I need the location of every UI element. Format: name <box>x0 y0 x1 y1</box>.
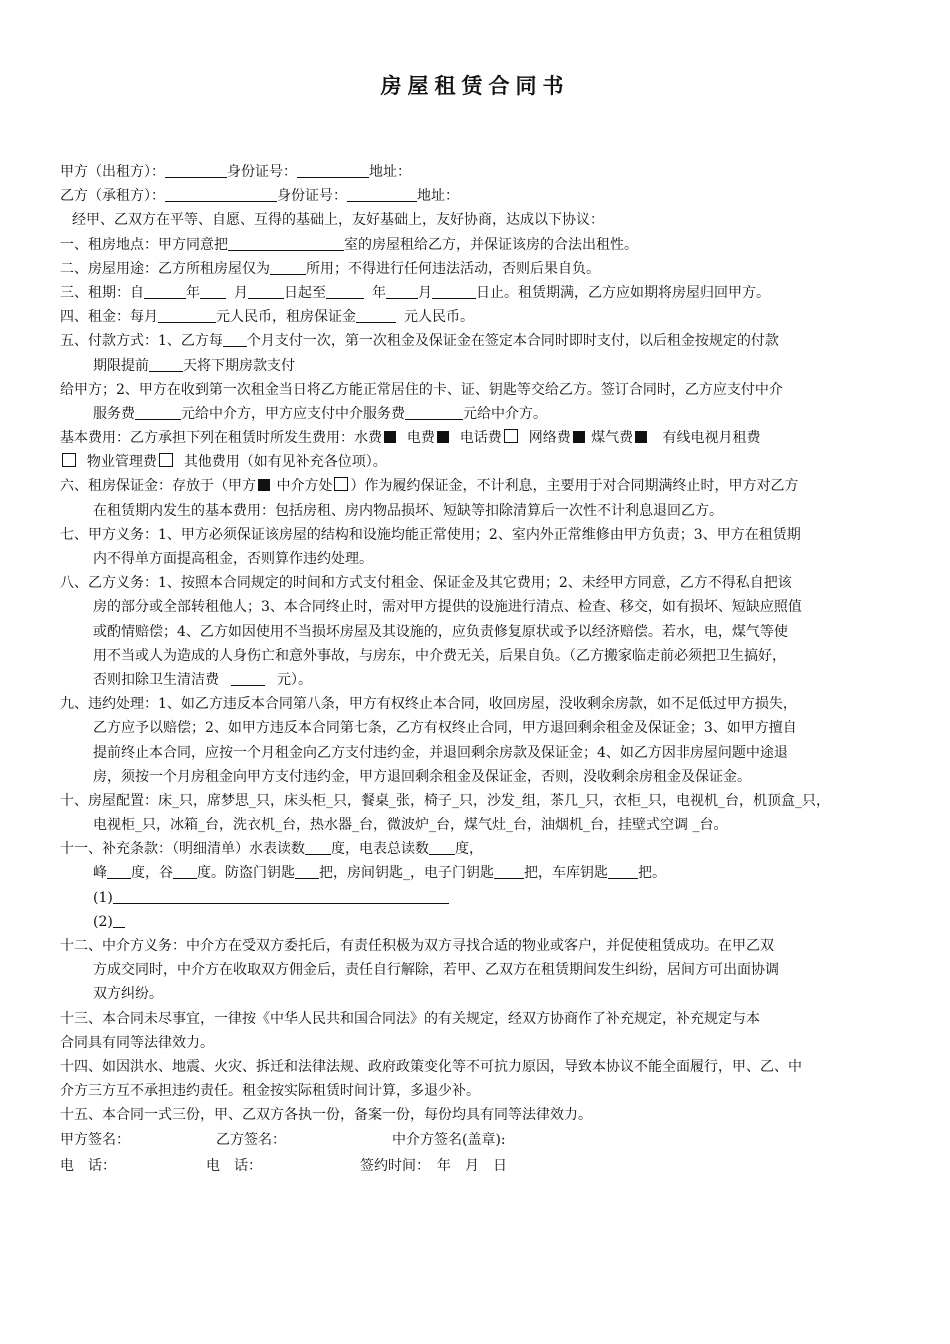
text: 日止。租赁期满，乙方应如期将房屋归回甲方。 <box>476 284 770 301</box>
party-a-signature: 甲方签名： <box>60 1131 130 1148</box>
text: 否则扣除卫生清洁费 <box>93 671 219 688</box>
clause-11-item-1 <box>60 886 900 910</box>
agent-signature: 中介方签名(盖章): <box>392 1131 506 1148</box>
clause-9: 九、违约处理：1、如乙方违反本合同第八条，甲方有权终止本合同，收回房屋，没收剩余房款，如不足低过甲方损失， <box>60 696 797 713</box>
blank <box>173 863 197 879</box>
text: ）作为履约保证金，不计利息，主要用于对合同期满终止时，甲方对乙方 <box>350 478 799 495</box>
text: 物业管理费 <box>86 454 157 471</box>
text: 四、租金：每月 <box>60 309 158 326</box>
text: 度， <box>455 841 483 858</box>
intro: 经甲、乙双方在平等、自愿、互得的基础上，友好基础上，友好协商，达成以下协议： <box>72 212 604 229</box>
text: 天将下期房款支付 <box>183 357 295 374</box>
clause-12: 十二、中介方义务：中介方在受双方委托后，有责任积极为双方寻找合适的物业或客户，并促使租赁成功。在甲乙双 <box>60 938 774 954</box>
clause-5-cont3 <box>60 402 900 426</box>
checked-box <box>437 431 449 443</box>
blank <box>270 259 306 275</box>
text: 基本费用：乙方承担下列在租赁时所发生费用：水费 <box>60 430 382 447</box>
clause-1 <box>60 233 900 257</box>
text: 室的房屋租给乙方，并保证该房的合法出租性。 <box>344 236 638 253</box>
text: 元）。 <box>277 671 312 688</box>
checked-box <box>384 431 396 443</box>
text: 一、租房地点：甲方同意把 <box>60 236 228 253</box>
blank <box>297 162 369 178</box>
blank <box>149 356 183 372</box>
clause-7-cont: 内不得单方面提高租金，否则算作违约处理。 <box>93 551 373 567</box>
clause-8: 八、乙方义务：1、按照本合同规定的时间和方式支付租金、保证金及其它费用；2、未经甲方同意，乙方不得私自把该 <box>60 575 792 592</box>
text: 中介方处 <box>276 478 333 495</box>
text: 所用；不得进行任何违法活动，否则后果自负。 <box>306 260 600 277</box>
text: (1) <box>93 889 113 906</box>
clause-8-cont: 用不当或人为造成的人身伤亡和意外事故，与房东，中介费无关，后果自负。（乙方搬家临走前必须把卫生搞好， <box>93 647 786 664</box>
clause-14-cont: 介方三方互不承担违约责任。租金按实际租赁时间计算，多退少补。 <box>60 1083 480 1100</box>
blank <box>405 404 463 420</box>
address-label: 地址： <box>369 164 411 180</box>
clause-8-cont: 房的部分或全部转租他人；3、本合同终止时，需对甲方提供的设施进行清点、检查、移交，如有损坏、短缺应照值 <box>93 599 802 616</box>
clause-12-cont: 双方纠纷。 <box>93 986 163 1003</box>
fees-line <box>60 426 900 450</box>
text: 二、房屋用途：乙方所租房屋仅为 <box>60 260 270 277</box>
party-b-label: 乙方（承租方）： <box>60 188 165 205</box>
blank <box>356 307 396 323</box>
clause-15: 十五、本合同一式三份，甲、乙双方各执一份，备案一份，每份均具有同等法律效力。 <box>60 1107 592 1124</box>
address-label: 地址： <box>417 188 459 205</box>
text: (2) <box>93 913 113 930</box>
unchecked-box <box>334 477 348 491</box>
clause-7: 七、甲方义务：1、甲方必须保证该房屋的结构和设施均能正常使用；2、室内外正常维修由甲方负责；3、甲方在租赁期 <box>60 526 801 543</box>
checked-box <box>573 431 585 443</box>
blank <box>107 863 131 879</box>
clause-11 <box>60 837 900 861</box>
signing-date: 签约时间： 年 月 日 <box>360 1157 507 1174</box>
clause-12-cont: 方成交同时，中介方在收取双方佣金后，责任自行解除，若甲、乙双方在租赁期间发生纠纷，居间方可出面协调 <box>93 962 779 979</box>
text: 度。防盗门钥匙 <box>197 865 295 882</box>
text: 元给中介方，甲方应支付中介服务费 <box>181 405 405 422</box>
blank <box>295 863 319 879</box>
text: 三、租期：自 <box>60 284 144 301</box>
party-a-phone: 电 话： <box>60 1157 116 1174</box>
text: 六、租房保证金：存放于（甲方 <box>60 478 256 495</box>
blank <box>432 283 476 299</box>
text: 日起至 <box>284 284 326 301</box>
party-b-phone: 电 话： <box>206 1157 262 1174</box>
blank <box>223 331 247 347</box>
clause-3 <box>60 281 900 305</box>
party-b-signature: 乙方签名： <box>216 1131 286 1148</box>
text: 电话费 <box>459 430 502 447</box>
blank <box>248 283 284 299</box>
checked-box <box>258 479 270 491</box>
blank <box>608 863 638 879</box>
clause-4 <box>60 305 900 329</box>
text: 把，车库钥匙 <box>524 865 608 882</box>
clause-2 <box>60 257 900 281</box>
text: 把。 <box>638 865 666 882</box>
party-b-line <box>60 184 900 208</box>
text: 五、付款方式：1、乙方每 <box>60 333 223 350</box>
contract-body <box>60 160 900 1178</box>
clause-8-cont <box>60 668 900 692</box>
text: 把，房间钥匙_，电子门钥匙 <box>319 865 494 882</box>
checked-box <box>635 431 647 443</box>
blank <box>228 235 344 251</box>
text: 月 <box>418 284 432 301</box>
text: 有线电视月租费 <box>662 430 761 447</box>
clause-10-cont: 电视柜_只，冰箱_台，洗衣机_台，热水器_台，微波炉_台，煤气灶_台，油烟机_台，挂壁式空调 _台。 <box>93 817 728 834</box>
clause-5-cont <box>60 354 900 378</box>
blank <box>494 863 524 879</box>
clause-10: 十、房屋配置：床_只，席梦思_只，床头柜_只，餐桌_张，椅子_只，沙发_组，茶几_只，衣柜_只，电视机_台，机顶盒_只， <box>60 792 830 809</box>
clause-14: 十四、如因洪水、地震、火灾、拆迁和法律法规、政府政策变化等不可抗力原因，导致本协议不能全面履行，甲、乙、中 <box>60 1058 802 1075</box>
id-label: 身份证号： <box>227 164 297 180</box>
text: 十一、补充条款：（明细清单）水表读数 <box>60 841 305 858</box>
document-title: 房屋租赁合同书 <box>380 74 570 98</box>
text: 煤气费 <box>591 430 634 447</box>
blank <box>326 283 364 299</box>
fees-line-2 <box>60 450 900 474</box>
clause-11-cont <box>60 861 900 885</box>
blank <box>158 307 216 323</box>
text: 网络费 <box>528 430 571 447</box>
text: 年 <box>186 284 200 301</box>
text: 期限提前 <box>93 357 149 374</box>
blank <box>144 283 186 299</box>
clause-5-cont2: 给甲方；2、甲方在收到第一次租金当日将乙方能正常居住的卡、证、钥匙等交给乙方。签订合同时，乙方应支付中介 <box>60 381 783 398</box>
clause-9-cont: 乙方应予以赔偿；2、如甲方违反本合同第七条，乙方有权终止合同，甲方退回剩余租金及保证金；3、如甲方擅自 <box>93 720 797 737</box>
text: 峰 <box>93 865 107 882</box>
phone-line <box>60 1154 900 1178</box>
signature-line <box>60 1128 900 1152</box>
text: 年 <box>372 284 386 301</box>
text: 个月支付一次，第一次租金及保证金在签定本合同时即时支付，以后租金按规定的付款 <box>246 333 779 350</box>
clause-9-cont: 提前终止本合同，应按一个月租金向乙方支付违约金，并退回剩余房款及保证金；4、如乙方因非房屋问题中途退 <box>93 744 788 761</box>
id-label: 身份证号： <box>277 188 347 205</box>
clause-13-cont: 合同具有同等法律效力。 <box>60 1034 214 1051</box>
unchecked-box <box>62 453 76 467</box>
unchecked-box <box>159 453 173 467</box>
party-a-label: 甲方（出租方）： <box>60 164 165 180</box>
unchecked-box <box>504 429 518 443</box>
text: 度，谷 <box>131 865 173 882</box>
text: 其他费用（如有见补充各位项）。 <box>183 454 387 471</box>
party-a-line <box>60 160 900 184</box>
text: 元人民币。 <box>404 309 474 326</box>
blank <box>113 912 125 928</box>
text: 度，电表总读数 <box>331 841 429 858</box>
blank <box>165 162 227 178</box>
clause-9-cont: 房，须按一个月房租金向甲方支付违约金，甲方退回剩余租金及保证金，否则，没收剩余房租金及保证金。 <box>93 768 751 785</box>
blank <box>429 839 455 855</box>
text: 月 <box>234 284 248 301</box>
blank <box>305 839 331 855</box>
text: 电费 <box>406 430 435 447</box>
clause-11-item-2 <box>60 910 900 934</box>
blank <box>135 404 181 420</box>
clause-6 <box>60 474 900 498</box>
clause-5 <box>60 329 900 353</box>
blank <box>347 186 417 202</box>
text: 元给中介方。 <box>463 405 547 422</box>
blank <box>200 283 226 299</box>
clause-13: 十三、本合同未尽事宜，一律按《中华人民共和国合同法》的有关规定，经双方协商作了补充规定，补充规定与本 <box>60 1010 760 1027</box>
blank <box>231 670 265 686</box>
blank <box>113 888 449 904</box>
clause-8-cont: 或酌情赔偿；4、乙方如因使用不当损坏房屋及其设施的，应负责修复原状或予以经济赔偿。若水，电，煤气等使 <box>93 623 788 640</box>
clause-6-cont: 在租赁期内发生的基本费用：包括房租、房内物品损坏、短缺等扣除清算后一次性不计利息退回乙方。 <box>93 502 723 519</box>
text: 服务费 <box>93 405 135 422</box>
text: 元人民币，租房保证金 <box>216 309 356 326</box>
blank <box>386 283 418 299</box>
blank <box>165 186 277 202</box>
